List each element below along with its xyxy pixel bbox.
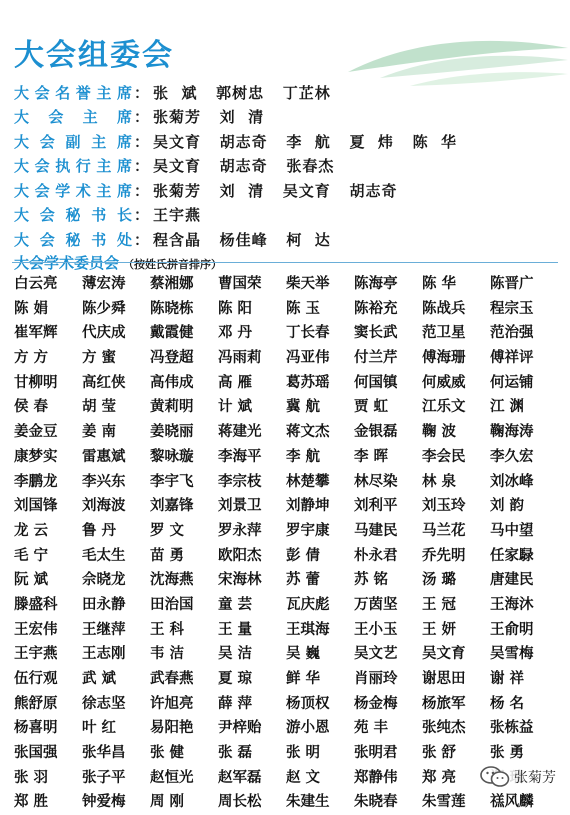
- role-separator: ：: [134, 108, 150, 127]
- member-name: 何国镇: [354, 373, 398, 391]
- account-badge: [476, 764, 560, 790]
- member-name: 李 航: [286, 447, 321, 465]
- member-name: 易阳艳: [150, 719, 194, 737]
- role-label: 大会学术主席: [14, 181, 132, 200]
- member-name: 钟爱梅: [82, 793, 126, 811]
- sort-note: （按姓氏拼音排序）: [123, 257, 223, 271]
- role-label: 大会副主席: [14, 132, 132, 151]
- member-name: 赵军磊: [218, 768, 262, 786]
- page-title: 大会组委会: [14, 38, 174, 73]
- member-name: 尹梓贻: [218, 719, 262, 737]
- member-name: 杨顶权: [286, 694, 330, 712]
- role-label: 大会主席: [14, 108, 132, 127]
- member-name: 吴 洁: [218, 645, 253, 663]
- member-name: 马中望: [490, 521, 534, 539]
- member-name: 崔军辉: [14, 324, 58, 342]
- member-name: 张 羽: [14, 768, 49, 786]
- member-name: 鞠 波: [422, 423, 457, 441]
- role-separator: ：: [134, 230, 150, 249]
- member-name: 方 方: [14, 349, 49, 367]
- member-name: 张华昌: [82, 744, 126, 762]
- member-name: 阮 斌: [14, 571, 49, 589]
- member-name: 胡 莹: [82, 398, 117, 416]
- member-name: 窦长武: [354, 324, 398, 342]
- member-name: 付兰芹: [354, 349, 398, 367]
- member-name: 王琪海: [286, 620, 330, 638]
- role-row: [14, 227, 554, 252]
- member-name: 刘静坤: [286, 497, 330, 515]
- organizing-committee-roles: [14, 80, 554, 274]
- member-name: 夏 琼: [218, 670, 253, 687]
- member-name: 蔡湘娜: [150, 275, 194, 292]
- member-name: 张 勇: [490, 744, 525, 762]
- member-name: 罗宇康: [286, 521, 330, 539]
- member-name: 苗 勇: [150, 546, 185, 564]
- member-name: 李 晖: [354, 447, 389, 465]
- member-name: 熊舒原: [14, 694, 58, 712]
- member-name: 贾 虹: [354, 398, 389, 416]
- member-name: 江乐文: [422, 398, 466, 416]
- committee-members-grid: [14, 272, 560, 815]
- member-name: 薄宏涛: [82, 275, 126, 292]
- member-name: 蒋文杰: [286, 423, 330, 441]
- role-separator: ：: [134, 206, 150, 225]
- account-name: 张菊芳: [514, 770, 556, 786]
- member-name: 甘柳明: [14, 373, 58, 391]
- member-name: 杨旅军: [422, 694, 466, 712]
- member-name: 刘国锋: [14, 497, 58, 515]
- role-value: 王宇燕: [153, 206, 202, 225]
- member-name: 陈晋广: [490, 275, 534, 292]
- member-name: 徐志坚: [82, 694, 126, 712]
- member-name: 欧阳杰: [218, 546, 262, 564]
- member-name: 王 妍: [422, 620, 457, 638]
- member-name: 傅海珊: [422, 349, 466, 367]
- member-name: 罗 文: [150, 521, 185, 539]
- member-name: 彭 倩: [286, 546, 321, 564]
- member-name: 苏 蕾: [286, 571, 321, 589]
- member-name: 游小恩: [286, 719, 330, 737]
- member-name: 刘冰峰: [490, 472, 534, 490]
- member-name: 康梦实: [14, 447, 58, 465]
- member-name: 侯 春: [14, 398, 49, 416]
- role-value: 张菊芳 刘 清: [153, 108, 265, 127]
- member-name: 陈 华: [422, 275, 457, 292]
- member-name: 滕盛科: [14, 595, 58, 613]
- member-name: 白云亮: [14, 275, 58, 292]
- member-name: 李海平: [218, 447, 262, 465]
- member-name: 马建民: [354, 521, 398, 539]
- member-name: 童 芸: [218, 595, 253, 613]
- member-name: 陈裕充: [354, 299, 398, 317]
- member-name: 周长松: [218, 793, 262, 811]
- member-name: 范治强: [490, 324, 534, 342]
- member-name: 陈 玉: [286, 299, 321, 317]
- member-name: 陈 阳: [218, 299, 253, 317]
- member-name: 冯亚伟: [286, 349, 330, 367]
- member-name: 冀 航: [286, 398, 321, 416]
- member-name: 毛太生: [82, 546, 126, 564]
- member-name: 林 泉: [422, 472, 457, 490]
- member-name: 吴雪梅: [490, 645, 534, 663]
- role-separator: ：: [134, 132, 150, 151]
- member-name: 张子平: [82, 768, 126, 786]
- member-name: 陈 娟: [14, 299, 49, 317]
- wechat-icon: [480, 766, 510, 788]
- member-name: 万茵坚: [354, 595, 398, 613]
- member-name: 张国强: [14, 744, 58, 762]
- member-name: 金银磊: [354, 423, 398, 441]
- member-name: 柴天举: [286, 275, 330, 292]
- role-row: [14, 129, 554, 154]
- role-value: 吴文育 胡志奇 李 航 夏 炜 陈 华: [153, 132, 458, 151]
- member-name: 戴霞健: [150, 324, 194, 342]
- role-separator: ：: [134, 181, 150, 200]
- member-name: 王志刚: [82, 645, 126, 663]
- member-name: 高伟成: [150, 373, 194, 391]
- member-name: 张栋益: [490, 719, 534, 737]
- role-label: 大会执行主席: [14, 157, 132, 176]
- member-name: 陈战兵: [422, 299, 466, 317]
- member-name: 黎咏璇: [150, 447, 194, 465]
- role-label: 大会秘书处: [14, 230, 132, 249]
- member-name: 曹国荣: [218, 275, 262, 292]
- role-label: 大会名誉主席: [14, 83, 132, 102]
- role-separator: ：: [134, 83, 150, 102]
- member-name: 姜金豆: [14, 423, 58, 441]
- member-name: 乔先明: [422, 546, 466, 564]
- member-name: 丁长春: [286, 324, 330, 342]
- member-name: 张 磊: [218, 744, 253, 762]
- member-name: 唐建民: [490, 571, 534, 589]
- member-name: 林楚攀: [286, 472, 330, 490]
- member-name: 张 明: [286, 744, 321, 762]
- member-name: 陈晓栋: [150, 299, 194, 317]
- member-name: 鲜 华: [286, 670, 321, 687]
- role-value: 程含晶 杨佳峰 柯 达: [153, 230, 331, 249]
- member-name: 邓 丹: [218, 324, 253, 342]
- member-name: 王海沐: [490, 595, 534, 613]
- member-name: 韦 洁: [150, 645, 185, 663]
- member-name: 王继萍: [82, 620, 126, 638]
- member-name: 汤 璐: [422, 571, 457, 589]
- member-name: 姜 南: [82, 423, 117, 441]
- member-name: 张纯杰: [422, 719, 466, 737]
- member-name: 宋海林: [218, 571, 262, 589]
- member-name: 武 斌: [82, 670, 117, 687]
- member-name: 李兴东: [82, 472, 126, 490]
- role-row: [14, 203, 554, 228]
- member-name: 朴永君: [354, 546, 398, 564]
- member-name: 杨 名: [490, 694, 525, 712]
- member-name: 方 蜜: [82, 349, 117, 367]
- member-name: 李会民: [422, 447, 466, 465]
- member-name: 王宇燕: [14, 645, 58, 663]
- member-name: 江 渊: [490, 398, 525, 416]
- member-name: 代庆成: [82, 324, 126, 342]
- member-name: 周 刚: [150, 793, 185, 811]
- member-name: 苏 铭: [354, 571, 389, 589]
- member-name: 傅祥评: [490, 349, 534, 367]
- member-name: 王 科: [150, 620, 185, 638]
- member-name: 瓦庆彪: [286, 595, 330, 613]
- member-name: 肖丽玲: [354, 670, 398, 687]
- member-name: 谢 祥: [490, 670, 525, 687]
- member-name: 郑静伟: [354, 768, 398, 786]
- member-name: 禚风麟: [490, 793, 534, 811]
- member-name: 张 舒: [422, 744, 457, 762]
- member-name: 计 斌: [218, 398, 253, 416]
- member-name: 雷惠斌: [82, 447, 126, 465]
- member-name: 吴文艺: [354, 645, 398, 663]
- member-name: 刘玉玲: [422, 497, 466, 515]
- academic-committee-label: 大会学术委员会: [14, 253, 120, 272]
- member-name: 赵 文: [286, 768, 321, 786]
- member-name: 朱晓春: [354, 793, 398, 811]
- member-name: 谢思田: [422, 670, 466, 687]
- member-name: 伍行观: [14, 670, 58, 687]
- member-name: 葛苏瑶: [286, 373, 330, 391]
- member-name: 蒋建光: [218, 423, 262, 441]
- member-name: 黄莉明: [150, 398, 194, 416]
- member-name: 李鹏龙: [14, 472, 58, 490]
- member-name: 李宗枝: [218, 472, 262, 490]
- member-name: 杨喜明: [14, 719, 58, 737]
- member-name: 程宗玉: [490, 299, 534, 317]
- member-name: 杨金梅: [354, 694, 398, 712]
- member-name: 武春燕: [150, 670, 194, 687]
- member-name: 叶 红: [82, 719, 117, 737]
- member-name: 张 健: [150, 744, 185, 762]
- member-name: 刘利平: [354, 497, 398, 515]
- member-name: 赵恒光: [150, 768, 194, 786]
- member-name: 高红侠: [82, 373, 126, 391]
- member-name: 刘海波: [82, 497, 126, 515]
- member-name: 冯雨莉: [218, 349, 262, 367]
- member-name: 刘嘉锋: [150, 497, 194, 515]
- role-value: 张 斌 郭树忠 丁芷林: [153, 83, 331, 102]
- member-name: 佘晓龙: [82, 571, 126, 589]
- divider: [12, 262, 558, 263]
- member-name: 刘景卫: [218, 497, 262, 515]
- member-name: 王小玉: [354, 620, 398, 638]
- member-name: 朱雪莲: [422, 793, 466, 811]
- member-name: 王 量: [218, 620, 253, 638]
- member-name: 任家騄: [490, 546, 534, 564]
- member-name: 何威威: [422, 373, 466, 391]
- member-name: 吴文育: [422, 645, 466, 663]
- member-name: 冯登超: [150, 349, 194, 367]
- member-name: 马兰花: [422, 521, 466, 539]
- member-name: 何运铺: [490, 373, 534, 391]
- member-name: 张明君: [354, 744, 398, 762]
- member-name: 郑 胜: [14, 793, 49, 811]
- member-name: 鞠海涛: [490, 423, 534, 441]
- member-name: 薛 萍: [218, 694, 253, 712]
- member-name: 苑 丰: [354, 719, 389, 737]
- member-name: 陈少舜: [82, 299, 126, 317]
- member-name: 田治国: [150, 595, 194, 613]
- member-name: 高 雁: [218, 373, 253, 391]
- member-name: 姜晓丽: [150, 423, 194, 441]
- member-name: 王 冠: [422, 595, 457, 613]
- member-name: 鲁 丹: [82, 521, 117, 539]
- role-row: [14, 105, 554, 130]
- member-name: 林尽染: [354, 472, 398, 490]
- member-name: 范卫星: [422, 324, 466, 342]
- role-value: 吴文育 胡志奇 张春杰: [153, 157, 335, 176]
- member-name: 田永静: [82, 595, 126, 613]
- role-value: 张菊芳 刘 清 吴文育 胡志奇: [153, 181, 398, 200]
- role-row: [14, 154, 554, 179]
- member-name: 刘 韵: [490, 497, 525, 515]
- role-label: 大会秘书长: [14, 206, 132, 225]
- role-row: [14, 178, 554, 203]
- member-name: 李久宏: [490, 447, 534, 465]
- member-name: 李宇飞: [150, 472, 194, 490]
- role-separator: ：: [134, 157, 150, 176]
- role-row: [14, 80, 554, 105]
- member-name: 王俞明: [490, 620, 534, 638]
- member-name: 王宏伟: [14, 620, 58, 638]
- member-name: 朱建生: [286, 793, 330, 811]
- member-name: 许旭亮: [150, 694, 194, 712]
- member-name: 龙 云: [14, 521, 49, 539]
- member-name: 郑 亮: [422, 768, 457, 786]
- member-name: 罗永萍: [218, 521, 262, 539]
- member-name: 吴 巍: [286, 645, 321, 663]
- member-name: 陈海亭: [354, 275, 398, 292]
- member-name: 沈海燕: [150, 571, 194, 589]
- member-name: 毛 宁: [14, 546, 49, 564]
